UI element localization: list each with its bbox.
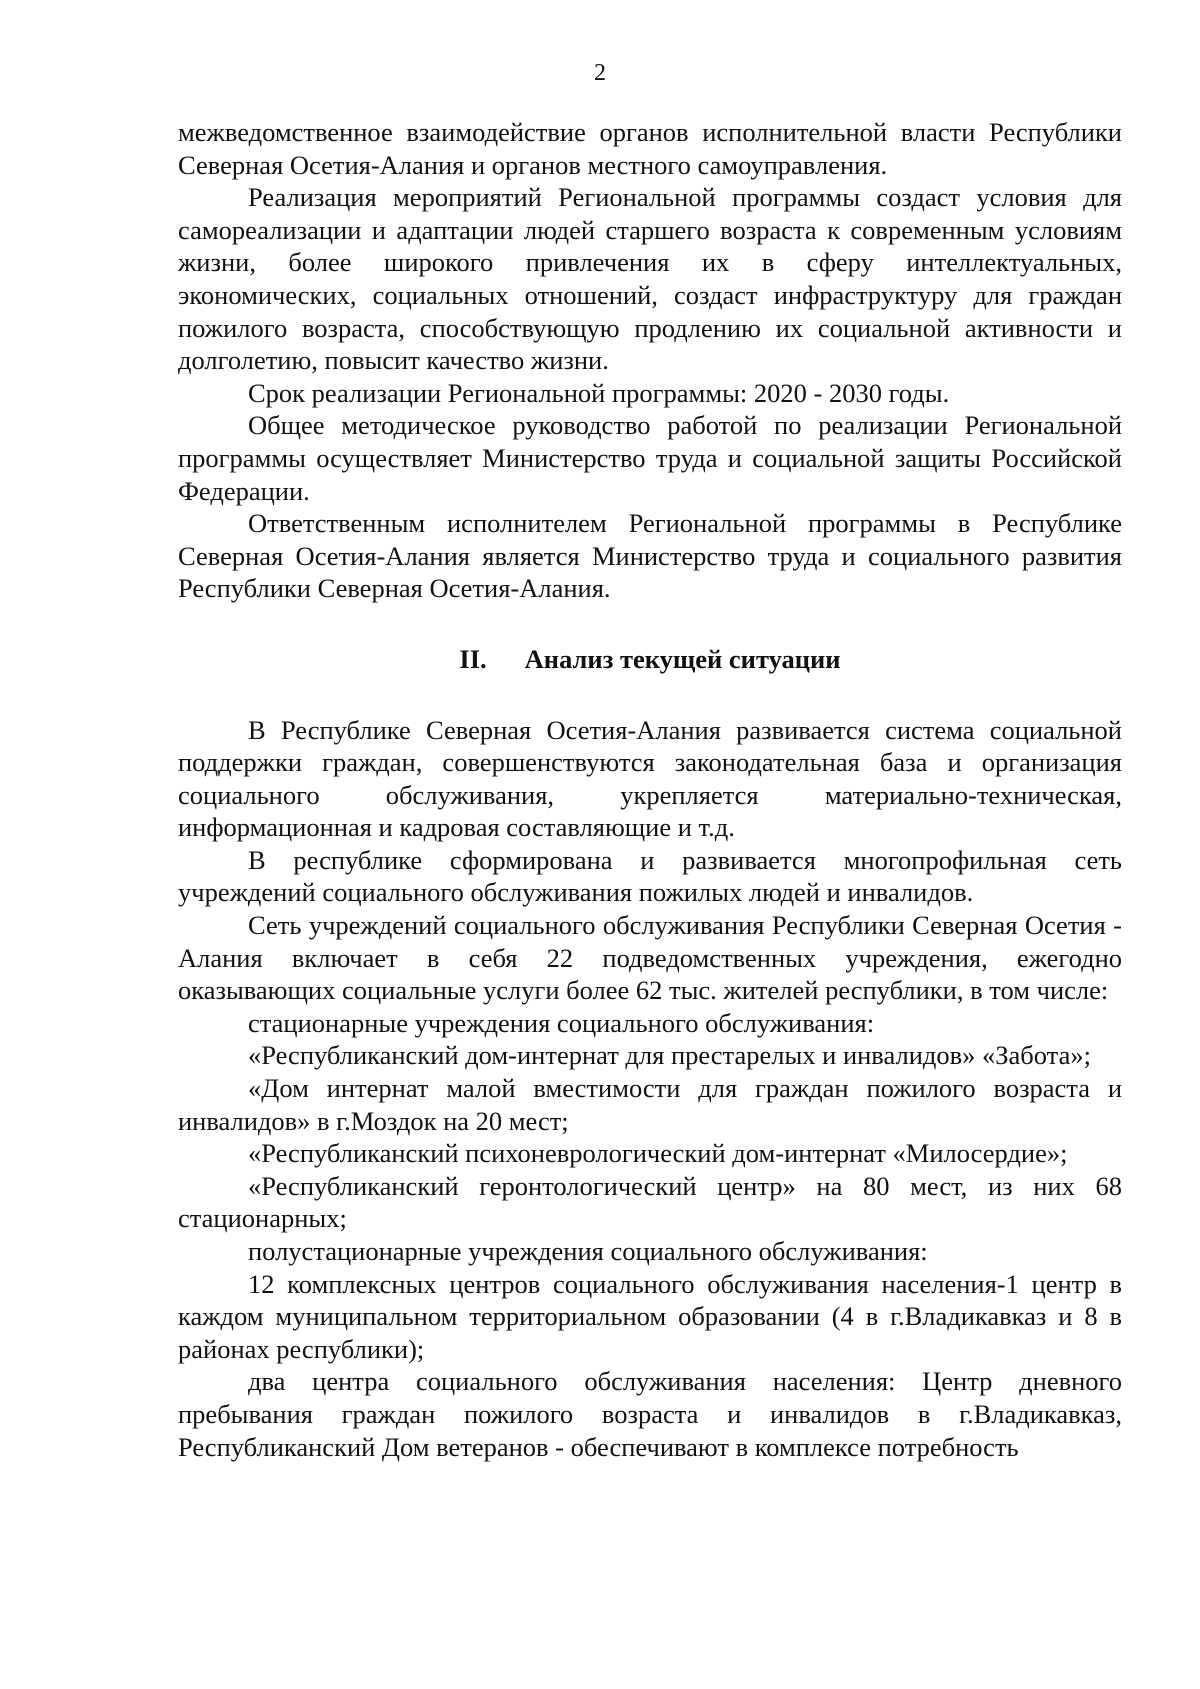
list-item-two-centers: два центра социального обслуживания населения: Центр дневного пребывания граждан пожилого возраста и инвалидов в г.Владикавказ, Республиканский Дом ветеранов - обеспечивают в комплексе потребность xyxy=(178,1366,1122,1462)
section-heading xyxy=(178,643,1122,676)
list-item-miloserdie: «Республиканский психоневрологический дом-интернат «Милосердие»; xyxy=(248,1138,1068,1169)
list-item-gerontology-center: «Республиканский геронтологический центр» на 80 мест, из них 68 стационарных; xyxy=(178,1170,1122,1234)
page-number: 2 xyxy=(594,60,606,86)
list-item-zabota: «Республиканский дом-интернат для престарелых и инвалидов» «Забота»; xyxy=(248,1040,1091,1071)
list-heading-stationary: стационарные учреждения социального обслуживания: xyxy=(248,1007,875,1038)
section-title: Анализ текущей ситуации xyxy=(524,643,841,674)
document-body xyxy=(178,116,1122,1463)
paragraph-continuation: межведомственное взаимодействие органов исполнительной власти Республики Северная Осетия-Алания и органов местного самоуправления. xyxy=(178,117,1122,180)
paragraph-network-composition: Сеть учреждений социального обслуживания Республики Северная Осетия - Алания включает в себя 22 подведомственных учреждения, ежегодно оказывающих социальные услуги более 62 тыс. жителей республики, в том числе: xyxy=(178,910,1122,1006)
paragraph-responsible-executor: Ответственным исполнителем Региональной программы в Республике Северная Осетия-Алания является Министерство труда и социального развития Республики Северная Осетия-Алания. xyxy=(178,508,1122,604)
list-heading-semistationary: полустационарные учреждения социального обслуживания: xyxy=(248,1236,928,1266)
paragraph-social-support-system: В Республике Северная Осетия-Алания развивается система социальной поддержки граждан, совершенствуются законодательная база и организация социального обслуживания, укрепляется материально-техническая, информационная и кадровая составляющие и т.д. xyxy=(178,714,1122,843)
list-item-complex-centers: 12 комплексных центров социального обслуживания населения-1 центр в каждом муниципальном территориальном образовании (4 в г.Владикавказ и 8 в районах республики); xyxy=(178,1268,1122,1364)
paragraph-methodical-guidance: Общее методическое руководство работой по реализации Региональной программы осуществляет Министерство труда и социальной защиты Российской Федерации. xyxy=(178,410,1122,506)
list-item-mozdok: «Дом интернат малой вместимости для граждан пожилого возраста и инвалидов» в г.Моздок на 20 мест; xyxy=(178,1073,1122,1136)
paragraph-program-term: Срок реализации Региональной программы: 2020 - 2030 годы. xyxy=(248,377,950,408)
paragraph-institution-network: В республике сформирована и развивается многопрофильная сеть учреждений социального обслуживания пожилых людей и инвалидов. xyxy=(178,844,1122,908)
paragraph-program-goals: Реализация мероприятий Региональной программы создаст условия для самореализации и адаптации людей старшего возраста к современным условиям жизни, более широкого привлечения их в сферу интеллектуальных, экономических, социальных отношений, создаст инфраструктуру для граждан пожилого возраста, способствующую продлению их социальной активности и долголетию, повысит качество жизни. xyxy=(178,182,1122,376)
section-number: II. xyxy=(459,643,487,674)
